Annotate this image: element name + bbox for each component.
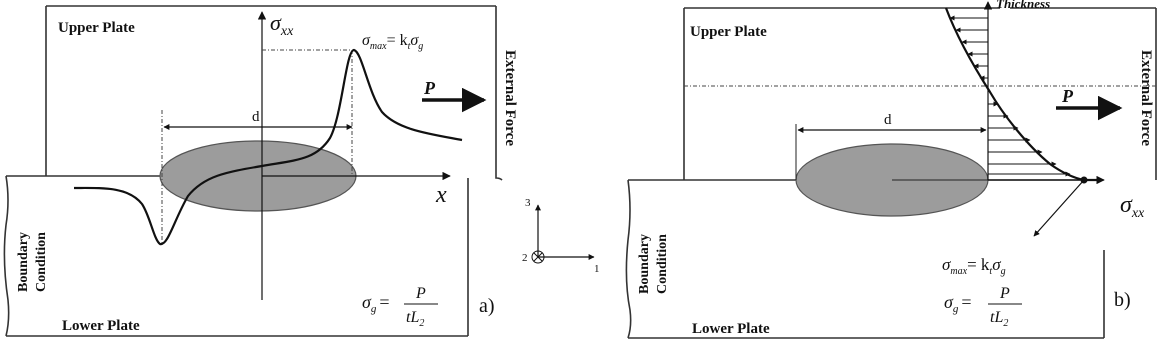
dimension-d-label-b: d xyxy=(884,112,892,128)
axis-2-label: 2 xyxy=(522,252,528,264)
panel-letter-b: b) xyxy=(1114,289,1131,311)
sigma-max-label-b: $\sigma_{max}= k_t\sigma_g$ xyxy=(942,255,1006,277)
svg-text:tL2: $tL_2$ xyxy=(406,309,425,329)
svg-text:External Force: External Force xyxy=(1138,50,1154,146)
y-axis-label-a: $\sigma_{xx}$ xyxy=(270,10,294,39)
svg-text:σg=: $\sigma_g$ = xyxy=(944,292,972,315)
upper-plate-label-a: Upper Plate xyxy=(58,20,135,36)
svg-text:Condition: Condition xyxy=(655,234,670,294)
svg-text:P: P xyxy=(416,285,426,302)
svg-text:Boundary: Boundary xyxy=(16,232,31,292)
force-label-a: P xyxy=(424,78,435,98)
svg-text:P: P xyxy=(1000,285,1010,302)
lower-plate-label-b: Lower Plate xyxy=(692,321,770,337)
svg-text:Boundary: Boundary xyxy=(637,234,652,294)
external-force-label-b xyxy=(1138,50,1154,146)
dimension-d-label-a: d xyxy=(252,109,260,125)
thickness-label-b: Thickness xyxy=(996,0,1051,11)
axis-3-label: 3 xyxy=(525,197,531,209)
sigma-g-formula-b xyxy=(944,285,1022,329)
axis-1-label: 1 xyxy=(594,263,600,275)
stress-hatching-b xyxy=(950,18,1070,174)
boundary-condition-label-b xyxy=(637,234,670,294)
svg-text:tL2: $tL_2$ xyxy=(990,309,1009,329)
upper-plate-label-b: Upper Plate xyxy=(690,24,767,40)
boundary-condition-label-a xyxy=(16,232,49,292)
x-axis-label-a: x xyxy=(436,182,447,208)
coordinate-triad xyxy=(522,197,600,275)
external-force-label-a xyxy=(502,50,518,146)
panel-b xyxy=(626,0,1156,338)
stress-distribution-curve-b xyxy=(946,8,1102,180)
sigma-axis-label-b: $\sigma_{xx}$ xyxy=(1120,192,1145,221)
svg-text:External Force: External Force xyxy=(502,50,518,146)
sigma-max-leader-b xyxy=(1034,180,1084,236)
force-label-b: P xyxy=(1062,86,1073,106)
sigma-g-formula-a xyxy=(362,285,438,329)
svg-text:σg=: $\sigma_g$ = xyxy=(362,292,390,315)
sigma-max-label-a: $\sigma_{max}= k_t\sigma_g$ xyxy=(362,32,424,52)
svg-text:Condition: Condition xyxy=(34,232,49,292)
lower-plate-label-a: Lower Plate xyxy=(62,318,140,334)
panel-letter-a: a) xyxy=(479,295,495,317)
panel-a xyxy=(4,6,518,336)
